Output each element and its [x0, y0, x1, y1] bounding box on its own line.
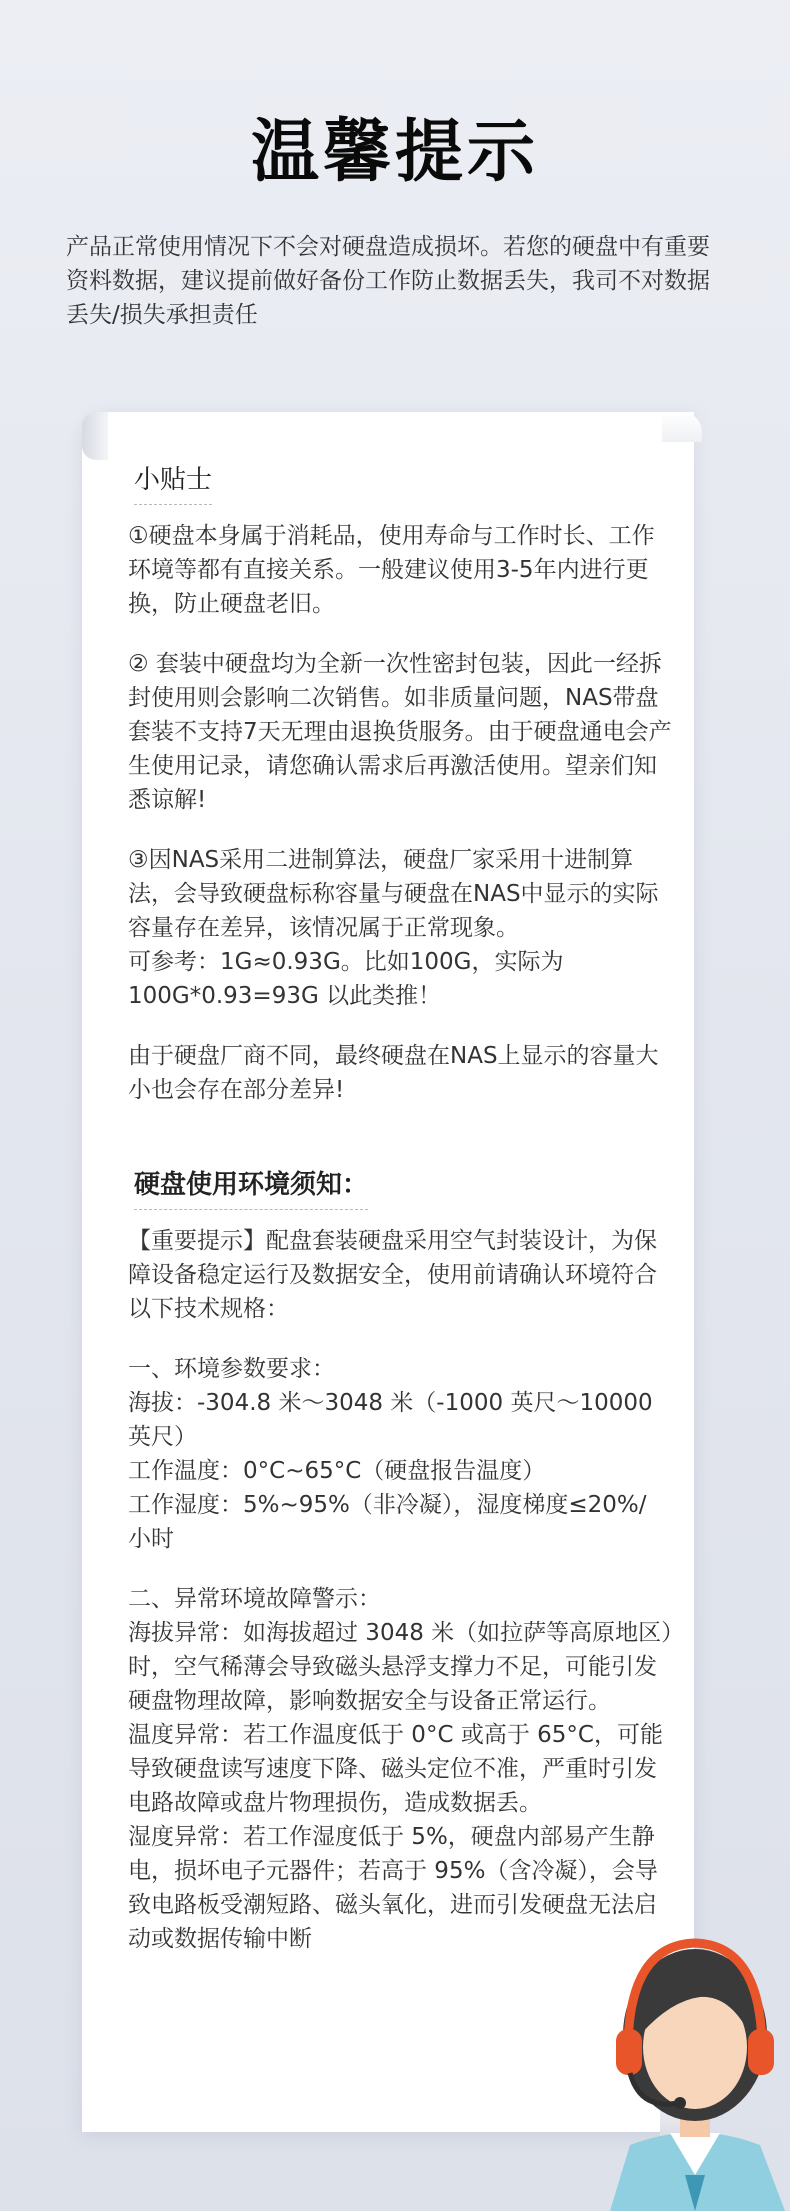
intro-text: 产品正常使用情况下不会对硬盘造成损坏。若您的硬盘中有重要资料数据，建议提前做好备份工作防止数据丢失，我司不对数据丢失/损失承担责任: [66, 234, 710, 328]
env-faults-altitude: 海拔异常：如海拔超过 3048 米（如拉萨等高原地区）时，空气稀薄会导致磁头悬浮支撑力不足，可能引发硬盘物理故障，影响数据安全与设备正常运行。: [128, 1620, 673, 1714]
env-heading: 硬盘使用环境须知：: [134, 1165, 368, 1210]
tip-item-4: 由于硬盘厂商不同，最终硬盘在NAS上显示的容量大小也会存在部分差异!: [128, 1043, 659, 1103]
tip-item-3-example: 可参考：1G≈0.93G。比如100G，实际为100G*0.93=93G 以此类推！: [128, 949, 564, 1009]
customer-service-avatar-icon: [600, 1925, 790, 2211]
env-params-temperature: 工作温度：0°C~65°C（硬盘报告温度）: [128, 1458, 546, 1484]
tips-heading: 小贴士: [134, 460, 212, 505]
tip-item-3-text: ③因NAS采用二进制算法，硬盘厂家采用十进制算法，会导致硬盘标称容量与硬盘在NAS中显示的实际容量存在差异，该情况属于正常现象。: [128, 847, 659, 941]
scroll-content: [128, 460, 676, 1956]
scroll-curl-right: [662, 412, 702, 442]
scroll-curl-top: [82, 412, 108, 460]
env-params-altitude: 海拔：-304.8 米～3048 米（-1000 英尺～10000 英尺）: [128, 1390, 653, 1450]
env-notice: 【重要提示】配盘套装硬盘采用空气封装设计，为保障设备稳定运行及数据安全，使用前请确认环境符合以下技术规格：: [128, 1228, 657, 1322]
env-faults: [128, 1582, 676, 1956]
env-faults-temperature: 温度异常：若工作温度低于 0°C 或高于 65°C，可能导致硬盘读写速度下降、磁头定位不准，严重时引发电路故障或盘片物理损伤，造成数据丢。: [128, 1722, 663, 1816]
env-params-title: 一、环境参数要求：: [128, 1356, 335, 1382]
env-faults-humidity: 湿度异常：若工作湿度低于 5%，硬盘内部易产生静电，损坏电子元器件；若高于 95%（含冷凝），会导致电路板受潮短路、磁头氧化，进而引发硬盘无法启动或数据传输中断: [128, 1824, 658, 1952]
tip-item-1: ①硬盘本身属于消耗品，使用寿命与工作时长、工作环境等都有直接关系。一般建议使用3-5年内进行更换，防止硬盘老旧。: [128, 523, 655, 617]
page-title: 温馨提示: [250, 113, 539, 192]
env-params: [128, 1352, 676, 1556]
env-params-humidity: 工作湿度：5%~95%（非冷凝），湿度梯度≤20%/ 小时: [128, 1492, 647, 1552]
tip-item-3: [128, 843, 676, 1013]
tip-item-2: ② 套装中硬盘均为全新一次性密封包装，因此一经拆封使用则会影响二次销售。如非质量问题，NAS带盘套装不支持7天无理由退换货服务。由于硬盘通电会产生使用记录，请您确认需求后再激活使用。望亲们知悉谅解!: [128, 651, 672, 813]
env-faults-title: 二、异常环境故障警示：: [128, 1586, 381, 1612]
